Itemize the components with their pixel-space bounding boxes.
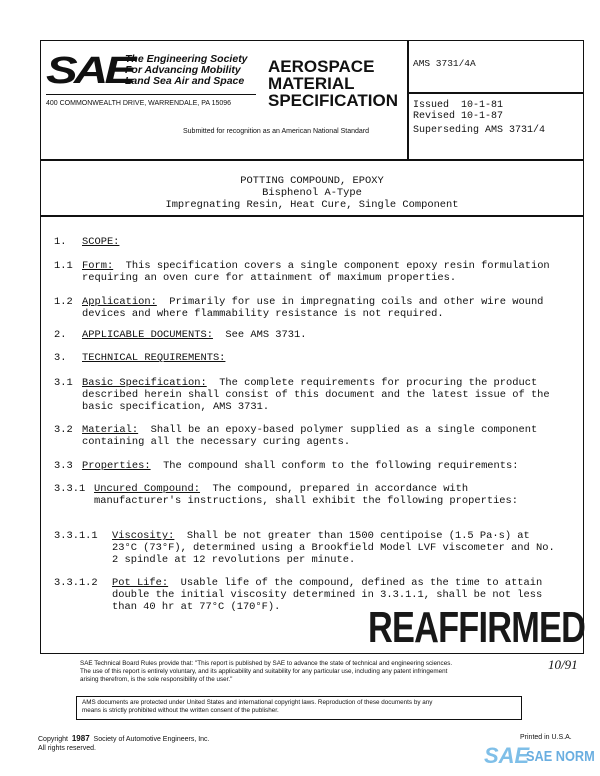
section-heading: Application: [82, 296, 157, 308]
section-line: basic specification, AMS 3731. [82, 401, 270, 413]
copyright-notice: AMS documents are protected under United States and international copyright laws. Reproduction of these documents by any means is strictly prohibited without the written consent of the publisher. [82, 699, 433, 714]
section-text: The compound shall conform to the following requirements: [150, 460, 519, 472]
section-number: 3.3.1.1 [54, 530, 98, 542]
section-heading: Pot Life: [112, 577, 169, 589]
section-line [82, 296, 543, 308]
section-line [112, 577, 542, 589]
issued-date: Issued 10-1-81 [413, 100, 504, 111]
section-line: requiring an oven cure for attainment of maximum properties. [82, 272, 457, 284]
section-number: 1. [54, 236, 67, 248]
section-number: 1.2 [54, 296, 73, 308]
section-line [82, 352, 225, 364]
document-title: POTTING COMPOUND, EPOXY Bisphenol A-Type Impregnating Resin, Heat Cure, Single Component [165, 175, 459, 211]
section-number: 3.3.1.2 [54, 577, 98, 589]
section-line [112, 530, 530, 542]
section-line [82, 460, 518, 472]
number-divider [407, 92, 583, 94]
section-number: 3.3 [54, 460, 73, 472]
header-column-divider [407, 40, 409, 160]
doc-type: AEROSPACE MATERIAL SPECIFICATION [268, 57, 399, 110]
sae-logo: SAE [46, 50, 133, 92]
section-number: 3.3.1 [54, 483, 86, 495]
section-line [82, 236, 119, 248]
section-line: double the initial viscosity determined in 3.3.1.1, shall be not less [112, 589, 543, 601]
submitted-note: Submitted for recognition as an American National Standard [183, 128, 369, 135]
section-line: manufacturer's instructions, shall exhibit the following properties: [94, 495, 519, 507]
section-text: See AMS 3731. [212, 329, 307, 341]
revised-date: Revised 10-1-87 [413, 111, 504, 122]
section-number: 2. [54, 329, 67, 341]
section-text: Primarily for use in impregnating coils and other wire wound [156, 296, 544, 308]
section-heading: Viscosity: [112, 530, 175, 542]
section-line [82, 377, 537, 389]
printed-in: Printed in U.S.A. [520, 734, 572, 741]
title-divider [40, 215, 584, 217]
header-divider [40, 159, 584, 161]
section-number: 3. [54, 352, 67, 364]
section-line: containing all the necessary curing agents. [82, 436, 351, 448]
section-line: than 40 hr at 77°C (170°F). [112, 601, 281, 613]
copyright: Copyright 1987 Society of Automotive Engineers, Inc. All rights reserved. [38, 734, 210, 752]
stamp-date: 10/91 [548, 657, 578, 672]
section-line: devices and where flammability resistance is not required. [82, 308, 444, 320]
logo-rule [46, 94, 256, 95]
watermark-logo: SAE [484, 743, 530, 768]
section-heading: Material: [82, 424, 139, 436]
board-rules: SAE Technical Board Rules provide that: "This report is published by SAE to advance the state of technical and engineering sciences. The use of this report is entirely voluntary, and its applicability and suitability for any particular use, including any patent infringement arising therefrom, is the sole responsibility of the user." [80, 660, 453, 683]
reaffirmed-stamp: REAFFIRMED [368, 603, 586, 652]
superseding: Superseding AMS 3731/4 [413, 125, 546, 136]
section-line [82, 329, 306, 341]
doc-number: AMS 3731/4A [413, 58, 476, 69]
section-text: Shall be an epoxy-based polymer supplied as a single component [138, 424, 538, 436]
section-heading: TECHNICAL REQUIREMENTS: [82, 352, 226, 364]
section-line: 2 spindle at 12 revolutions per minute. [112, 554, 356, 566]
org-tagline: The Engineering Society For Advancing Mobility Land Sea Air and Space [125, 53, 248, 87]
section-heading: Form: [82, 260, 114, 272]
section-line: described herein shall consist of this document and the latest issue of the [82, 389, 550, 401]
section-text: Usable life of the compound, defined as the time to attain [168, 577, 543, 589]
section-heading: Uncured Compound: [94, 483, 201, 495]
watermark: SAE NORM [526, 748, 595, 765]
section-heading: Basic Specification: [82, 377, 207, 389]
section-number: 1.1 [54, 260, 73, 272]
section-text: The complete requirements for procuring the product [206, 377, 538, 389]
section-line: 23°C (73°F), determined using a Brookfield Model LVF viscometer and No. [112, 542, 555, 554]
section-line [94, 483, 468, 495]
section-heading: APPLICABLE DOCUMENTS: [82, 329, 213, 341]
section-text: The compound, prepared in accordance with [200, 483, 469, 495]
address: 400 COMMONWEALTH DRIVE, WARRENDALE, PA 15096 [46, 100, 232, 107]
section-heading: SCOPE: [82, 236, 120, 248]
section-number: 3.1 [54, 377, 73, 389]
section-line [82, 260, 550, 272]
section-text: This specification covers a single component epoxy resin formulation [113, 260, 550, 272]
section-line [82, 424, 537, 436]
section-number: 3.2 [54, 424, 73, 436]
section-heading: Properties: [82, 460, 151, 472]
section-text: Shall be not greater than 1500 centipoise (1.5 Pa·s) at [174, 530, 530, 542]
